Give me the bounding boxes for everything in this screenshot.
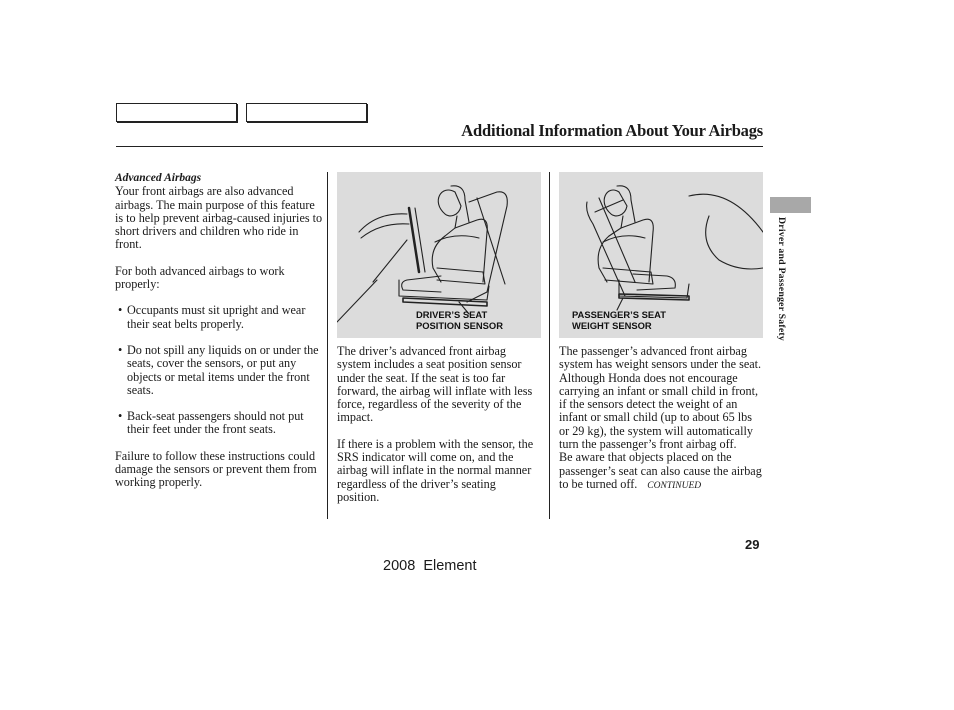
requirements-list — [115, 304, 325, 436]
passenger-sensor-caption — [572, 310, 666, 331]
title-rule — [116, 146, 763, 147]
section-tab[interactable] — [770, 197, 811, 213]
model-footer: 2008 Element — [383, 558, 477, 574]
intro-paragraph: Your front airbags are also advanced airbags. The main purpose of this feature is to help prevent airbag-caused injuries to short drivers and children who ride in front. — [115, 184, 323, 252]
passenger-seat-figure — [559, 172, 763, 338]
left-column — [115, 172, 325, 490]
driver-sensor-paragraph: The driver’s advanced front airbag system includes a seat position sensor under the seat. If the seat is too far forward, the airbag will inflate with less force, regardless of the severity of the impact. — [337, 344, 533, 425]
objects-text: Be aware that objects placed on the passenger’s seat can also cause the airbag to be turned off. — [559, 450, 762, 491]
caption-line: WEIGHT SENSOR — [572, 319, 652, 331]
page-title: Additional Information About Your Airbags — [461, 121, 763, 140]
warning-paragraph: Failure to follow these instructions could damage the sensors or prevent them from working properly. — [115, 448, 317, 490]
section-label: Driver and Passenger Safety — [776, 217, 787, 341]
passenger-sensor-paragraph: The passenger’s advanced front airbag system has weight sensors under the seat. Although Honda does not encourage carrying an infant or small child in front, if the sensors detect the weight of an infant or small child (up to about 65 lbs or 29 kg), the system will automatically turn the passenger’s front airbag off. — [559, 344, 762, 452]
middle-column — [337, 345, 541, 504]
objects-paragraph — [559, 451, 765, 493]
column-divider-1 — [327, 172, 328, 519]
nav-tab-1[interactable] — [116, 103, 237, 122]
list-item: • Back-seat passengers should not put their feet under the front seats. — [115, 410, 325, 437]
caption-line: PASSENGER’S SEAT — [572, 309, 666, 320]
list-item: • Occupants must sit upright and wear their seat belts properly. — [115, 304, 325, 331]
requirements-lead: For both advanced airbags to work properly: — [115, 263, 285, 292]
right-column — [559, 345, 765, 493]
caption-line: DRIVER’S SEAT — [416, 309, 488, 320]
driver-seat-figure — [337, 172, 541, 338]
section-subheading: Advanced Airbags — [115, 172, 202, 184]
nav-tab-2[interactable] — [246, 103, 367, 122]
list-item: • Do not spill any liquids on or under the seats, cover the sensors, or put any objects or metal items under the front seats. — [115, 344, 325, 397]
driver-sensor-caption — [416, 310, 503, 331]
continued-label: CONTINUED — [647, 480, 702, 491]
caption-line: POSITION SENSOR — [416, 319, 503, 331]
column-divider-2 — [549, 172, 550, 519]
page-number: 29 — [745, 537, 760, 552]
sensor-problem-paragraph: If there is a problem with the sensor, the SRS indicator will come on, and the airbag will inflate in the normal manner regardless of the driver’s seating position. — [337, 436, 534, 504]
